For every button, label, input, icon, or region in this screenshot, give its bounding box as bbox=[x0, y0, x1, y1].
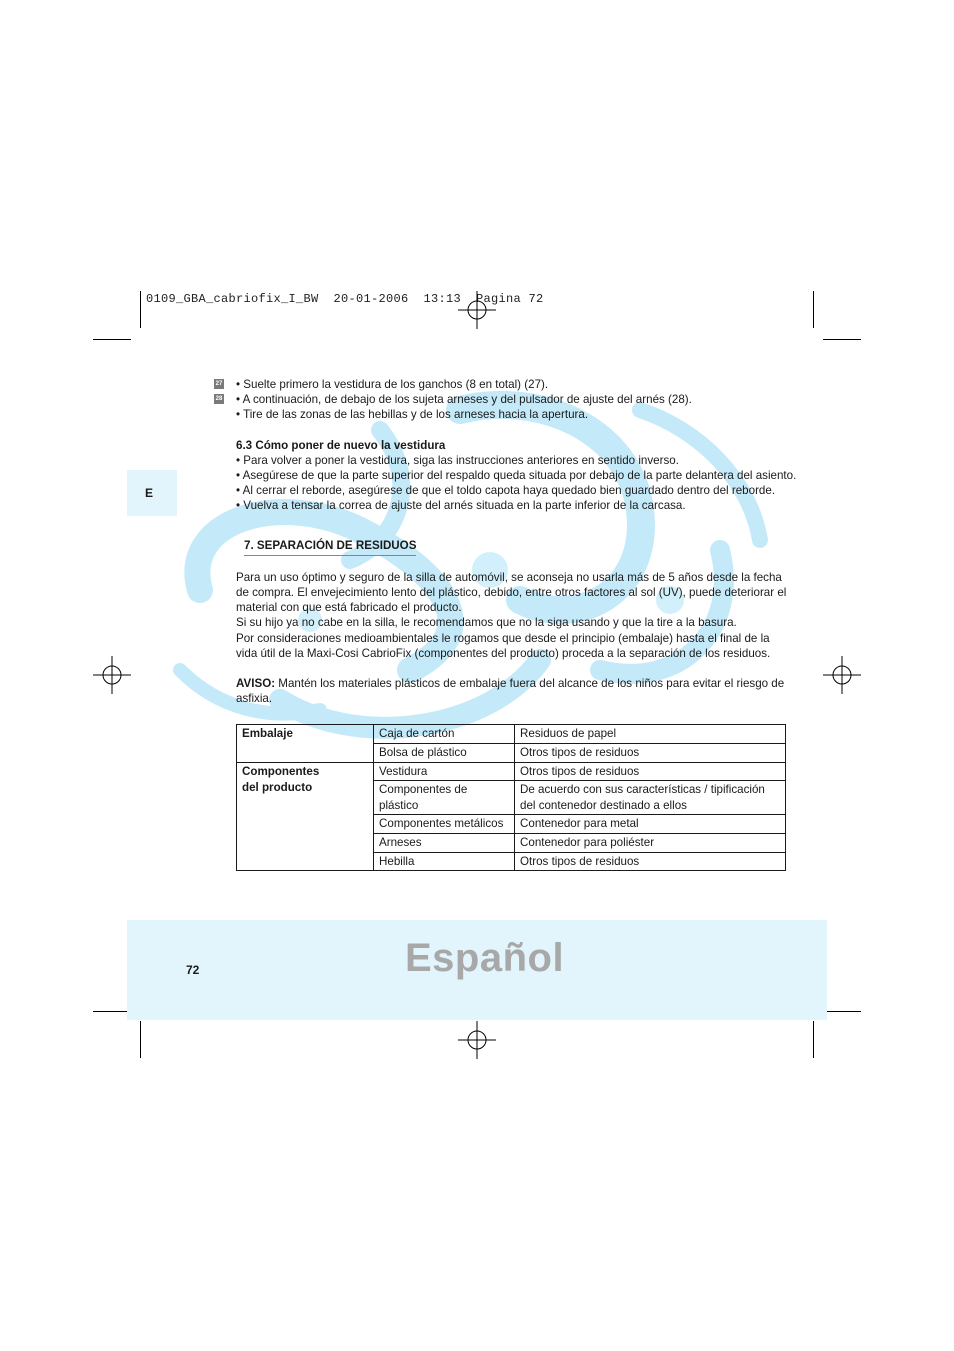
crop-mark-top-right-v bbox=[813, 291, 814, 328]
table-cell-item: Vestidura bbox=[374, 762, 515, 781]
section-7 bbox=[236, 538, 788, 872]
registration-mark-left bbox=[93, 656, 131, 694]
bullet-item: • Vuelva a tensar la correa de ajuste del arnés situada en la parte inferior de la carcasa. bbox=[236, 499, 686, 513]
bullet-item: • Para volver a poner la vestidura, siga las instrucciones anteriores en sentido inverso. bbox=[236, 453, 679, 467]
warning-text-line2: asfixia. bbox=[236, 692, 273, 706]
table-cell-disposal: Otros tipos de residuos bbox=[515, 762, 786, 781]
table-cell-disposal: Contenedor para metal bbox=[515, 815, 786, 834]
group-components-line: del producto bbox=[242, 781, 313, 795]
group-packaging: Embalaje bbox=[237, 725, 374, 762]
table-cell-item: Caja de cartón bbox=[374, 725, 515, 744]
section-6-3 bbox=[236, 438, 797, 514]
language-title: Español bbox=[405, 936, 565, 980]
crop-mark-bottom-left-v bbox=[140, 1021, 141, 1058]
page-number: 72 bbox=[186, 963, 200, 977]
section-6-3-title: 6.3 Cómo poner de nuevo la vestidura bbox=[236, 438, 446, 452]
group-components bbox=[237, 762, 374, 871]
group-components-line: Componentes bbox=[242, 764, 320, 778]
figure-marker-27: 27 bbox=[215, 381, 223, 387]
table-cell-disposal bbox=[515, 781, 786, 815]
disposal-line: del contenedor destinado a ellos bbox=[520, 798, 687, 812]
table-cell-disposal: Otros tipos de residuos bbox=[515, 852, 786, 871]
table-cell-item: Bolsa de plástico bbox=[374, 744, 515, 763]
registration-mark-right bbox=[823, 656, 861, 694]
bullet-item: • A continuación, de debajo de los sujeta arneses y del pulsador de ajuste del arnés (28). bbox=[236, 393, 692, 407]
crop-mark-bottom-right-h bbox=[823, 1011, 861, 1012]
main-content bbox=[215, 377, 797, 871]
paragraph-line: material con que está fabricado el producto. bbox=[236, 601, 462, 615]
paragraph-environment bbox=[236, 631, 788, 661]
table-row bbox=[237, 762, 786, 781]
warning-text: Mantén los materiales plásticos de embalaje fuera del alcance de los niños para evitar el riesgo de bbox=[275, 677, 785, 691]
table-cell-item: Hebilla bbox=[374, 852, 515, 871]
bullet-item: • Asegúrese de que la parte superior del respaldo queda situada por debajo de la parte delantera del asiento. bbox=[236, 469, 797, 483]
figure-marker-28: 28 bbox=[215, 396, 223, 402]
language-tab bbox=[127, 470, 177, 516]
section-7-title: 7. SEPARACIÓN DE RESIDUOS bbox=[244, 538, 416, 556]
bullet-item: • Suelte primero la vestidura de los ganchos (8 en total) (27). bbox=[236, 378, 549, 391]
intro-bullets bbox=[215, 377, 788, 423]
bullet-item: • Tire de las zonas de las hebillas y de los arneses hacia la apertura. bbox=[236, 408, 589, 422]
registration-mark-top bbox=[458, 291, 496, 329]
paragraph-line: Para un uso óptimo y seguro de la silla de automóvil, se aconseja no usarla más de 5 años desde la fecha bbox=[236, 570, 782, 584]
crop-mark-top-left-h bbox=[93, 339, 131, 340]
warning-label: AVISO: bbox=[236, 677, 276, 691]
table-cell-disposal: Otros tipos de residuos bbox=[515, 744, 786, 763]
bullet-item: • Al cerrar el reborde, asegúrese de que el toldo capota haya quedado bien guardado dentro del reborde. bbox=[236, 484, 776, 498]
crop-mark-bottom-left-h bbox=[93, 1011, 131, 1012]
paragraph-outgrown: Si su hijo ya no cabe en la silla, le recomendamos que no la siga usando y que la tire a la basura. bbox=[236, 616, 737, 630]
table-cell-disposal: Contenedor para poliéster bbox=[515, 834, 786, 853]
paragraph-line: Por consideraciones medioambientales le rogamos que desde el principio (embalaje) hasta el final de la bbox=[236, 631, 770, 645]
registration-mark-bottom bbox=[458, 1021, 496, 1059]
crop-mark-top-left-v bbox=[140, 291, 141, 328]
table-cell-item: Componentes metálicos bbox=[374, 815, 515, 834]
crop-mark-bottom-right-v bbox=[813, 1021, 814, 1058]
print-slug-line: 0109_GBA_cabriofix_I_BW 20-01-2006 13:13 Pagina 72 bbox=[146, 292, 544, 306]
disposal-line: De acuerdo con sus características / tipificación bbox=[520, 783, 765, 797]
paragraph-line: de compra. El envejecimiento lento del plástico, debido, entre otros factores al sol (UV), puede deteriorar el bbox=[236, 586, 787, 600]
paragraph-lifespan bbox=[236, 570, 788, 616]
warning-paragraph bbox=[236, 676, 788, 706]
table-cell-item: Componentes de plástico bbox=[374, 781, 515, 815]
crop-mark-top-right-h bbox=[823, 339, 861, 340]
table-cell-item: Arneses bbox=[374, 834, 515, 853]
waste-separation-table bbox=[236, 724, 786, 871]
table-row bbox=[237, 725, 786, 744]
table-cell-disposal: Residuos de papel bbox=[515, 725, 786, 744]
paragraph-line: vida útil de la Maxi-Cosi CabrioFix (componentes del producto) proceda a la separación de los residuos. bbox=[236, 646, 771, 660]
language-tab-label: E bbox=[144, 486, 153, 500]
